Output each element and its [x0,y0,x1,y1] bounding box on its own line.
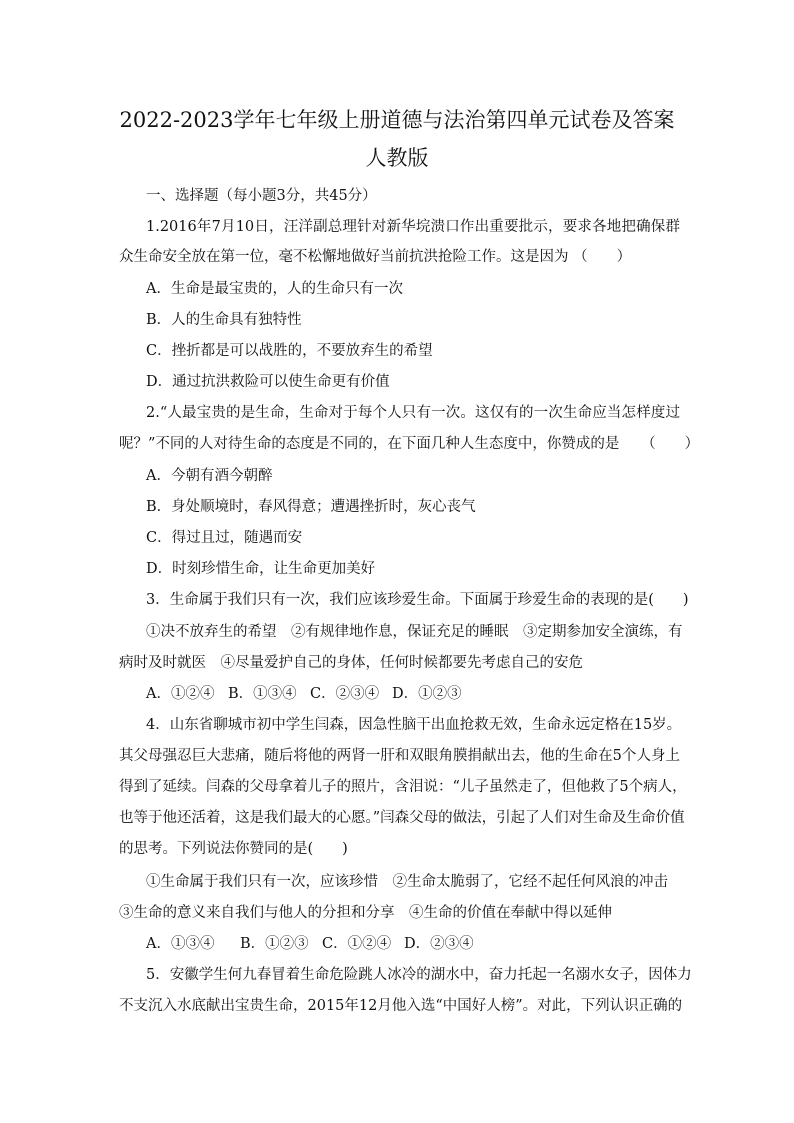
question-4-choices [146,935,680,953]
question-1-option-d: D．通过抗洪救险可以使生命更有价值 [146,374,390,390]
document-title: 2022-2023学年七年级上册道德与法治第四单元试卷及答案 [119,108,675,132]
question-4-choice-c: C．①②④ [322,936,392,952]
question-4-stem-line: 其父母强忍巨大悲痛，随后将他的两肾一肝和双眼角膜捐献出去，他的生命在5个人身上 [119,748,680,764]
question-3-statements: ①决不放弃生的希望 ②有规律地作息，保证充足的睡眠 ③定期参加安全演练，有 [146,624,683,640]
question-4-choice-d: D．②③④ [404,936,474,952]
section-heading: 一、选择题（每小题3分，共45分） [146,188,377,204]
question-5-stem-line: 5．安徽学生何九春冒着生命危险跳人冰冷的湖水中，奋力托起一名溺水女子，因体力 [146,967,692,983]
question-4-stem-line: 4．山东省聊城市初中学生闫森，因急性脑干出血抢救无效，生命永远定格在15岁。 [146,717,682,733]
question-5-stem-line: 不支沉入水底献出宝贵生命，2015年12月他入选“中国好人榜”。对此，下列认识正确的 [119,998,683,1014]
question-4-choice-b: B．①②③ [240,936,309,952]
question-3-statements: 病时及时就医 ④尽量爱护自己的身体，任何时候都要先考虑自己的安危 [119,655,583,671]
question-1-option-a: A．生命是最宝贵的，人的生命只有一次 [146,281,403,297]
question-4-statements: ①生命属于我们只有一次，应该珍惜 ②生命太脆弱了，它经不起任何风浪的冲击 [146,874,668,890]
question-1-option-c: C．挫折都是可以战胜的，不要放弃生的希望 [146,343,433,359]
question-2-option-d: D．时刻珍惜生命，让生命更加美好 [146,561,376,577]
question-2-stem-line: 2.“人最宝贵的是生命，生命对于每个人只有一次。这仅有的一次生命应当怎样度过 [146,405,680,421]
question-3-choices [146,685,680,703]
question-2-stem-line: 呢？”不同的人对待生命的态度是不同的，在下面几种人生态度中，你赞成的是 （ ） [119,436,700,452]
question-1-option-b: B．人的生命具有独特性 [146,312,302,328]
question-1-stem-line: 众生命安全放在第一位，毫不松懈地做好当前抗洪抢险工作。这是因为 （ ） [119,249,632,265]
question-4-choice-a: A．①③④ [146,936,215,952]
question-2-option-c: C．得过且过，随遇而安 [146,530,303,546]
question-2-option-a: A．今朝有酒今朝醉 [146,468,273,484]
question-3-choice-b: B．①③④ [228,686,297,702]
question-4-stem-line: 得到了延续。闫森的父母拿着儿子的照片，含泪说：“儿子虽然走了，但他救了5个病人， [119,779,687,795]
question-2-option-b: B．身处顺境时，春风得意；遭遇挫折时，灰心丧气 [146,499,476,515]
question-4-stem-line: 也等于他还活着，这是我们最大的心愿。”闫森父母的做法，引起了人们对生命及生命价值 [119,810,685,826]
question-4-stem-line: 的思考。下列说法你赞同的是( ) [119,841,348,857]
document-subtitle: 人教版 [365,146,429,170]
question-3-choice-a: A．①②④ [146,686,215,702]
question-3-choice-d: D．①②③ [392,686,462,702]
question-3-stem: 3．生命属于我们只有一次，我们应该珍爱生命。下面属于珍爱生命的表现的是( ) [146,592,689,608]
question-1-stem-line: 1.2016年7月10日，汪洋副总理针对新华垸溃口作出重要批示，要求各地把确保群 [146,219,680,235]
question-4-statements: ③生命的意义来自我们与他人的分担和分享 ④生命的价值在奉献中得以延伸 [119,905,612,921]
question-3-choice-c: C．②③④ [310,686,380,702]
